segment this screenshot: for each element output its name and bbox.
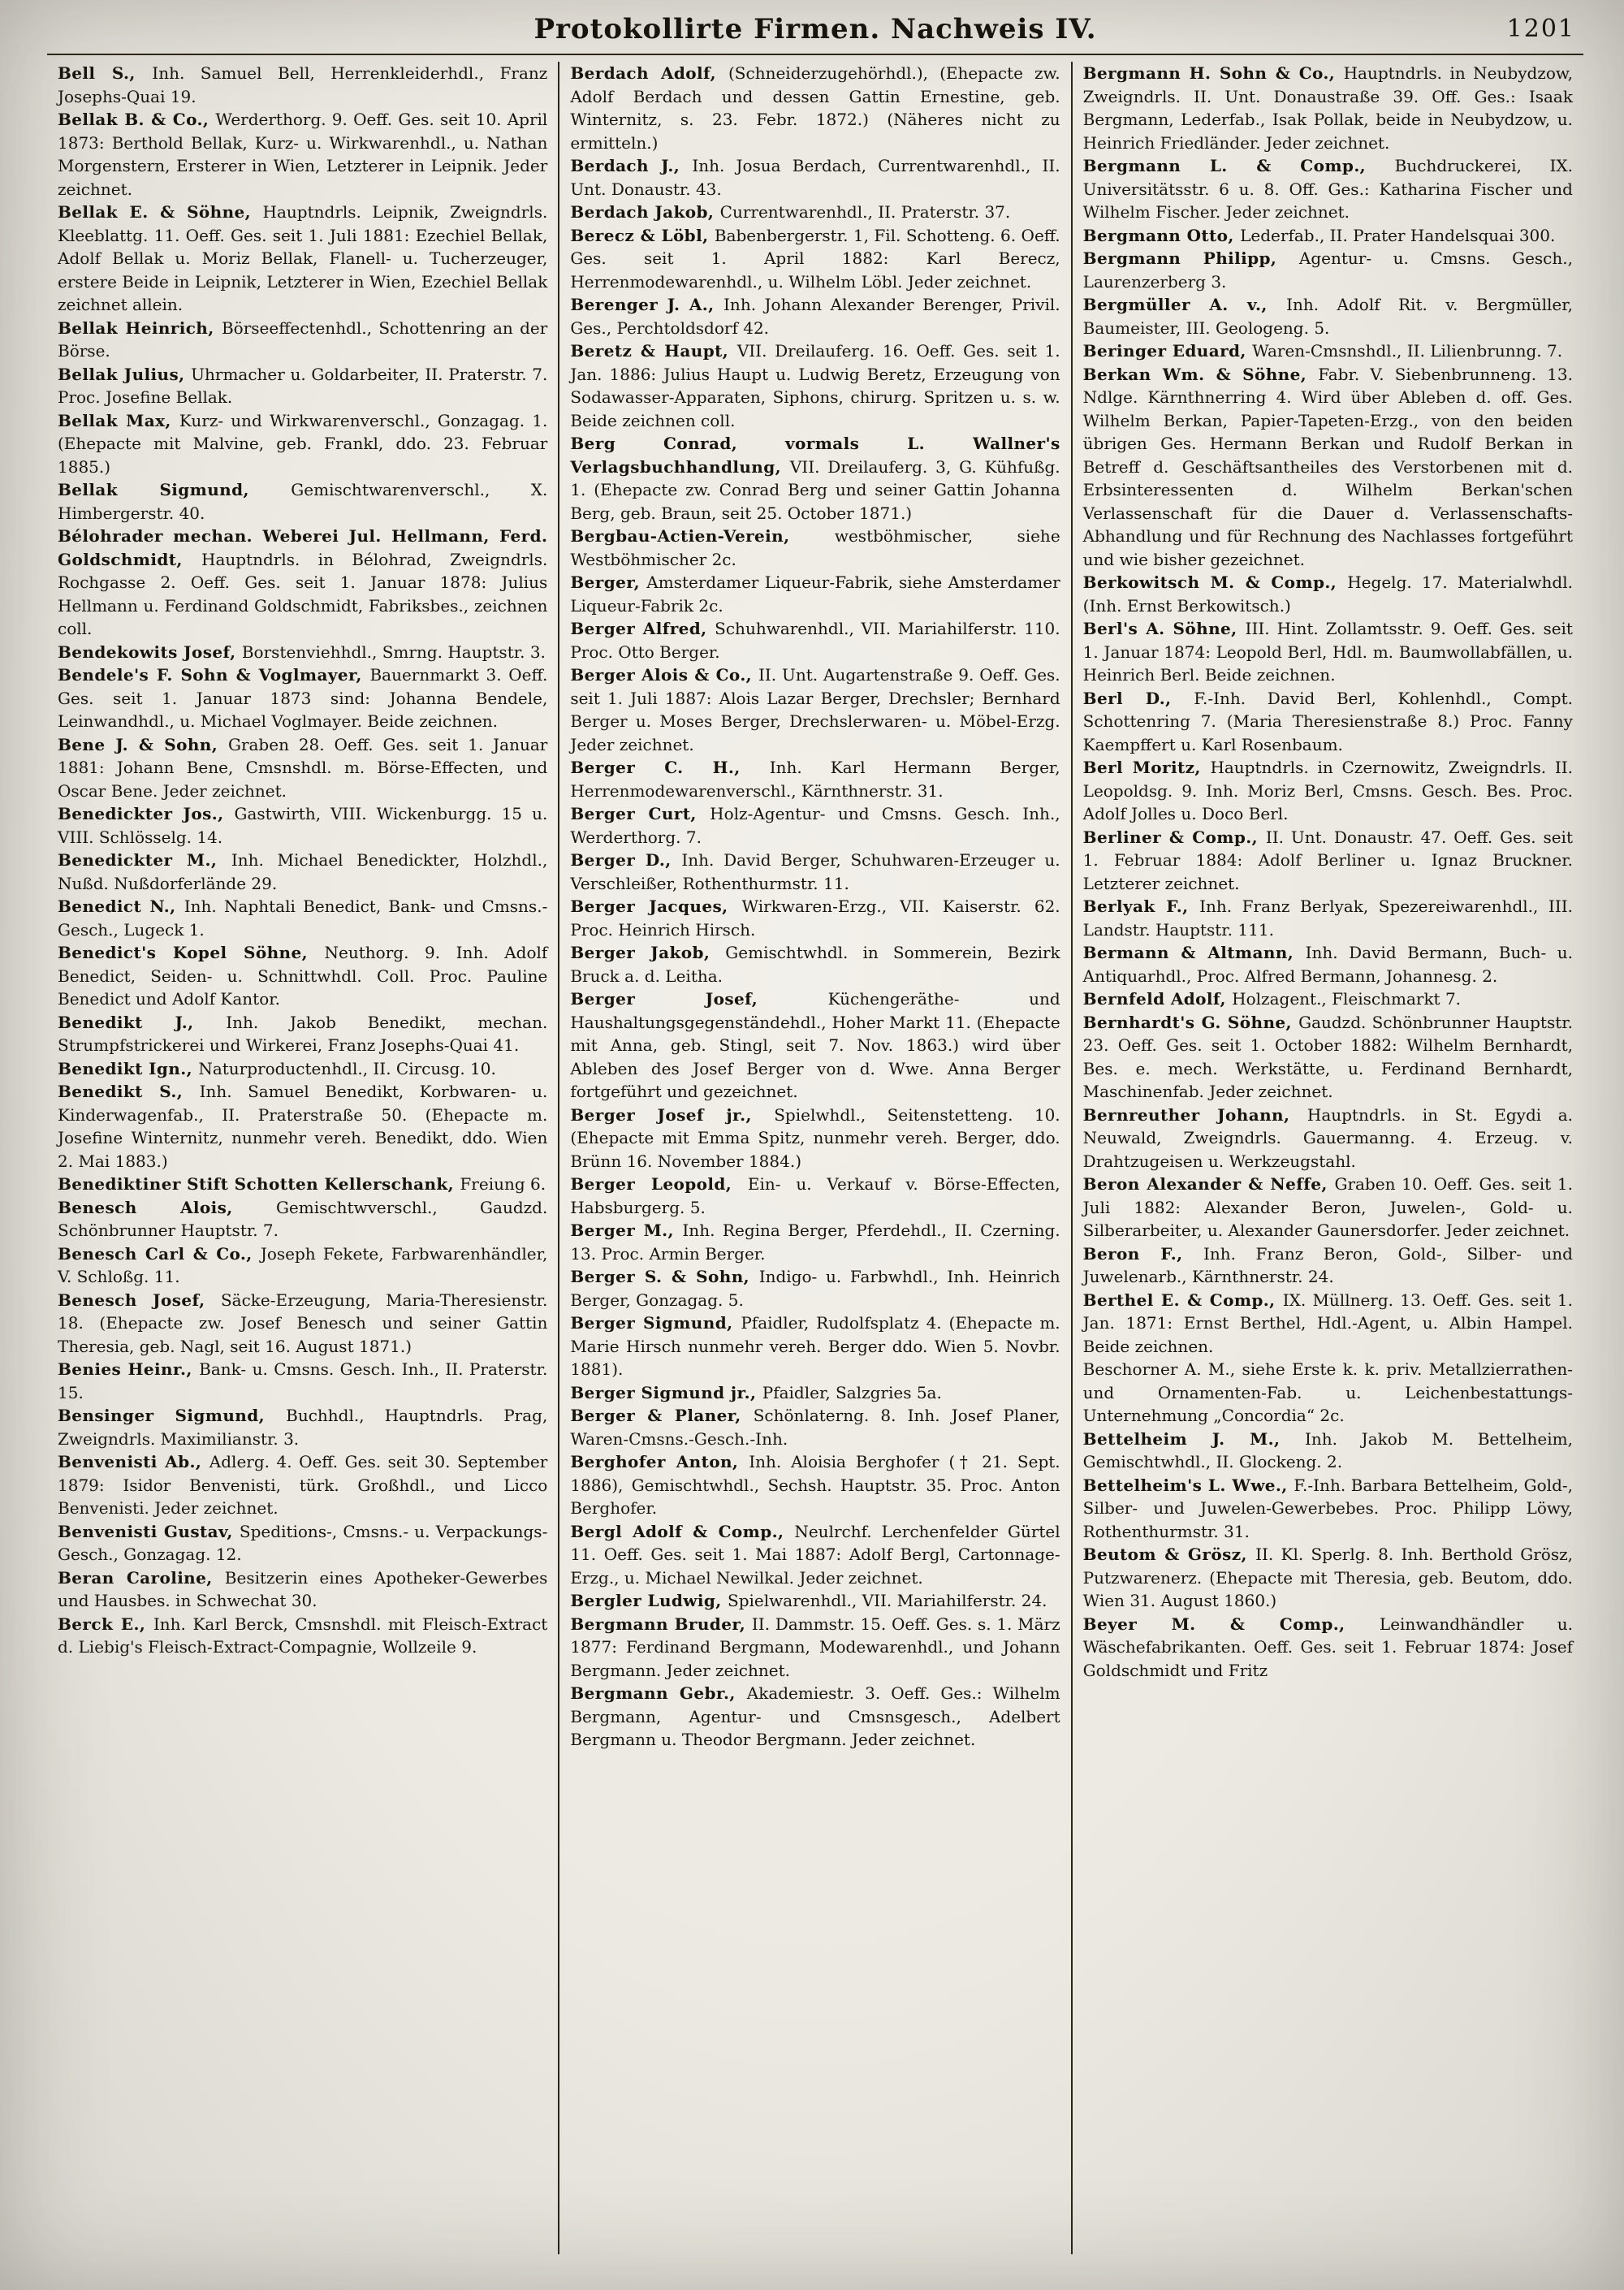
firm-name: Bettelheim's L. Wwe., [1082,1475,1294,1495]
page-number: 1201 [1506,15,1575,43]
firm-name: Bergl Adolf & Comp., [570,1521,795,1541]
directory-entry [1083,1613,1573,1683]
entry-text: Säcke-Erzeugung, Maria-Theresienstr. 18. (Ehepacte zw. Josef Benesch und seiner Gattin Theresia, geb. Nagl, seit 16. August 1871.) [58,1290,548,1356]
directory-entry [1083,339,1573,363]
entry-text: Amsterdamer Liqueur-Fabrik, siehe Amsterdamer Liqueur-Fabrik 2c. [570,572,1060,616]
directory-entry [1083,687,1573,757]
directory-entry [58,201,547,317]
directory-entry [1083,1011,1573,1104]
entry-text: Joseph Fekete, Farbwarenhändler, V. Schloßg. 11. [58,1243,548,1286]
entry-text: IX. Müllnerg. 13. Oeff. Ges. seit 1. Jan. 1871: Ernst Berthel, Hdl.-Agent, u. Albin Hampel. Beide zeichnen. [1082,1290,1573,1356]
directory-entry [58,478,547,525]
firm-name: Bergmüller A. v., [1082,295,1287,314]
entry-text: Bank- u. Cmsns. Gesch. Inh., II. Praterstr. 15. [58,1359,548,1402]
entry-text: Gemischtwverschl., Gaudzd. Schönbrunner Hauptstr. 7. [58,1197,548,1240]
directory-entry [1083,1543,1573,1613]
entry-text: Indigo- u. Farbwhdl., Inh. Heinrich Berger, Gonzagag. 5. [570,1267,1060,1310]
firm-name: Bergmann Otto, [1082,225,1241,245]
entry-text: II. Dammstr. 15. Oeff. Ges. s. 1. März 1877: Ferdinand Bergmann, Modewarenhdl., und Johann Bergmann. Jeder zeichnet. [570,1614,1060,1680]
column-2 [558,62,1070,2254]
firm-name: Benesch Josef, [58,1290,221,1310]
directory-entry [1083,1242,1573,1289]
firm-name: Berger & Planer, [570,1406,754,1425]
directory-entry [570,293,1060,339]
firm-name: Berger M., [570,1221,683,1240]
firm-name: Bélohrader mechan. Weberei Jul. Hellmann, Ferd. Goldschmidt, [58,526,548,569]
firm-name: Bergmann Philipp, [1082,248,1299,268]
directory-entry [570,802,1060,849]
firm-name: Bendekowits Josef, [58,642,242,662]
entry-text: Hauptndrls. Leipnik, Zweigndrls. Kleeblattg. 11. Oeff. Ges. seit 1. Juli 1881: Ezechiel Bellak, Adolf Bellak u. Moriz Bellak, Flanell- u. Tucherzeuger, erstere Beide in Leipnik, Letzterer in Wien, Ezechiel Bellak zeichnet allein. [58,202,548,314]
firm-name: Benedikt S., [58,1082,200,1101]
entry-text: Gastwirth, VIII. Wickenburgg. 15 u. VIII. Schlösselg. 14. [58,804,548,847]
firm-name: Berenger J. A., [570,295,724,314]
directory-entry [570,62,1060,154]
firm-name: Berger Sigmund jr., [570,1382,762,1402]
entry-text: Besitzerin eines Apotheker-Gewerbes und Hausbes. in Schwechat 30. [58,1567,548,1610]
entry-text: Buchhdl., Hauptndrls. Prag, Zweigndrls. Maximilianstr. 3. [58,1406,548,1449]
entry-text: Freiung 6. [460,1174,546,1194]
entry-text: Speditions-, Cmsns.- u. Verpackungs-Gesch., Gonzagag. 12. [58,1521,548,1564]
directory-entry [58,1173,547,1196]
entry-text: Lederfab., II. Prater Handelsquai 300. [1240,225,1556,245]
entry-text: Werderthorg. 9. Oeff. Ges. seit 10. April 1873: Berthold Bellak, Kurz- u. Wirkwarenhdl., u. Nathan Morgenstern, Ersterer in Wien, Letzterer in Leipnik. Jeder zeichnet. [58,110,548,199]
firm-name: Berger, [570,572,647,592]
firm-name: Berdach Adolf, [570,63,728,83]
column-1 [47,62,558,2254]
entry-text: II. Unt. Donaustr. 47. Oeff. Ges. seit 1. Februar 1884: Adolf Berliner u. Ignaz Bruckner. Letzterer zeichnet. [1082,827,1573,893]
entry-text: Gemischtwhdl. in Sommerein, Bezirk Bruck a. d. Leitha. [570,943,1060,986]
entry-text: Akademiestr. 3. Oeff. Ges.: Wilhelm Bergmann, Agentur- und Cmsnsgesch., Adelbert Bergmann u. Theodor Bergmann. Jeder zeichnet. [570,1683,1060,1749]
entry-text: Inh. Regina Berger, Pferdehdl., II. Czerning. 13. Proc. Armin Berger. [570,1221,1060,1264]
directory-entry [58,108,547,201]
directory-entry [1083,571,1573,617]
directory-entry [1083,941,1573,987]
entry-text: Inh. Adolf Rit. v. Bergmüller, Baumeister, III. Geologeng. 5. [1082,295,1573,338]
entry-text: Adlerg. 4. Oeff. Ges. seit 30. September 1879: Isidor Benvenisti, türk. Großhdl., und Licco Benvenisti. Jeder zeichnet. [58,1452,548,1518]
firm-name: Benedickter M., [58,850,231,870]
firm-name: Benediktiner Stift Schotten Kellerschank, [58,1174,460,1194]
entry-text: Kurz- und Wirkwarenverschl., Gonzagag. 1. (Ehepacte mit Malvine, geb. Frankl, ddo. 23. Februar 1885.) [58,410,548,477]
directory-entry [58,1011,547,1057]
entry-text: Borstenviehhdl., Smrng. Hauptstr. 3. [241,642,546,662]
firm-name: Benedikt Ign., [58,1058,199,1078]
directory-entry [570,1404,1060,1450]
directory-entry [570,339,1060,432]
firm-name: Benvenisti Ab., [58,1452,209,1471]
directory-entry [58,363,547,409]
entry-text: Neuthorg. 9. Inh. Adolf Benedict, Seiden- u. Schnittwhdl. Coll. Proc. Pauline Benedict und Adolf Kantor. [58,943,548,1009]
entry-text: Schuhwarenhdl., VII. Mariahilferstr. 110. Proc. Otto Berger. [570,619,1060,662]
firm-name: Bergler Ludwig, [570,1591,728,1610]
directory-entry [1083,756,1573,826]
firm-name: Berger Curt, [570,804,710,823]
directory-entry [570,663,1060,756]
entry-text: Gaudzd. Schönbrunner Hauptstr. 23. Oeff. Ges. seit 1. October 1882: Wilhelm Bernhardt, Bes. e. mech. Werkstätte, u. Ferdinand Bernhardt, Maschinenfab. Jeder zeichnet. [1082,1012,1573,1101]
entry-text: F.-Inh. Barbara Bettelheim, Gold-, Silber- und Juwelen-Gewerbebes. Proc. Philipp Löwy, Rothenthurmstr. 31. [1082,1475,1573,1541]
directory-entry [58,1057,547,1081]
firm-name: Berger Josef jr., [570,1104,775,1125]
firm-name: Bellak E. & Söhne, [58,202,263,222]
directory-entry [1083,154,1573,224]
directory-entry [570,154,1060,201]
directory-entry [570,1381,1060,1405]
directory-entry [570,895,1060,941]
directory-entry [58,1080,547,1173]
entry-text: Hauptndrls. in Czernowitz, Zweigndrls. II. Leopoldsg. 9. Inh. Moriz Berl, Cmsns. Gesch. Bes. Proc. Adolf Jolles u. Doco Berl. [1082,758,1573,823]
directory-entry [58,525,547,641]
directory-entry [58,941,547,1011]
firm-name: Benedickter Jos., [58,804,235,823]
firm-name: Benedikt J., [58,1012,227,1032]
firm-name: Beron F., [1082,1243,1204,1264]
entry-text: VII. Dreilauferg. 3, G. Kühfußg. 1. (Ehepacte zw. Conrad Berg und seiner Gattin Johanna Berg, geb. Braun, seit 25. October 1871.) [570,456,1060,523]
directory-entry [1083,1428,1573,1474]
entry-text: Spielwarenhdl., VII. Mariahilferstr. 24. [728,1591,1047,1610]
entry-text: Babenbergerstr. 1, Fil. Schotteng. 6. Oeff. Ges. seit 1. April 1882: Karl Berecz, Herrenmodewarenhdl., u. Wilhelm Löbl. Jeder zeichnet. [570,225,1060,292]
entry-text: Inh. Michael Benedickter, Holzhdl., Nußd. Nußdorferlände 29. [58,850,548,893]
entry-text: Graben 10. Oeff. Ges. seit 1. Juli 1882: Alexander Beron, Juwelen-, Gold- u. Silberarbeiter, u. Alexander Gaunersdorfer. Jeder zeichnet. [1082,1174,1573,1240]
firm-name: Bensinger Sigmund, [58,1406,287,1425]
firm-name: Berliner & Comp., [1082,827,1266,847]
firm-name: Bergmann L. & Comp., [1082,156,1395,175]
directory-entry [58,1566,547,1613]
directory-entry [570,987,1060,1104]
directory-entry [58,802,547,849]
firm-name: Bettelheim J. M., [1082,1428,1306,1449]
firm-name: Berger Alois & Co., [570,665,758,685]
entry-text: Pfaidler, Salzgries 5a. [762,1382,942,1402]
firm-name: Bergmann H. Sohn & Co., [1082,63,1344,83]
firm-name: Beschorner A. M., [1082,1359,1242,1379]
firm-name: Bene J. & Sohn, [58,734,228,754]
firm-name: Bermann & Altmann, [1082,943,1306,962]
firm-name: Beron Alexander & Neffe, [1082,1174,1335,1194]
page-title: Protokollirte Firmen. Nachweis IV. [533,13,1097,45]
firm-name: Bernhardt's G. Söhne, [1082,1012,1299,1032]
directory-entry [58,733,547,803]
firm-name: Bellak B. & Co., [58,110,216,129]
directory-entry [58,317,547,363]
entry-text: VII. Dreilauferg. 16. Oeff. Ges. seit 1. Jan. 1886: Julius Haupt u. Ludwig Beretz, Erzeugung von Sodawasser-Apparaten, Siphons, chirurg. Spritzen u. s. w. Beide zeichnen coll. [570,341,1060,430]
entry-text: II. Unt. Augartenstraße 9. Oeff. Ges. seit 1. Juli 1887: Alois Lazar Berger, Drechsler; Bernhard Berger u. Moses Berger, Drechslerwaren- u. Möbel-Erzg. Jeder zeichnet. [570,665,1060,754]
firm-name: Bendele's F. Sohn & Voglmayer, [58,665,370,685]
entry-text: Hauptndrls. in St. Egydi a. Neuwald, Zweigndrls. Gauermanng. 4. Erzeug. v. Drahtzugeisen u. Werkzeugstahl. [1082,1104,1573,1171]
directory-entry [570,849,1060,895]
entry-text: Küchengeräthe- und Haushaltungsgegenständehdl., Hoher Markt 11. (Ehepacte mit Anna, geb. Stingl, seit 7. Nov. 1863.) wird über Ableben des Josef Berger von d. Wwe. Anna Berger fortgeführt und gezeichnet. [570,989,1060,1101]
firm-name: Berger Jacques, [570,897,742,916]
directory-entry [1083,62,1573,154]
directory-entry [58,895,547,941]
entry-text: Schönlaterng. 8. Inh. Josef Planer, Waren-Cmsns.-Gesch.-Inh. [570,1406,1060,1449]
directory-entry [570,525,1060,571]
directory-entry [58,663,547,733]
directory-entry [570,224,1060,294]
entry-text: Buchdruckerei, IX. Universitätsstr. 6 u. 8. Off. Ges.: Katharina Fischer und Wilhelm Fischer. Jeder zeichnet. [1082,156,1573,222]
entry-text: Inh. Samuel Benedikt, Korbwaren- u. Kinderwagenfab., II. Praterstraße 50. (Ehepacte m. Josefine Winternitz, nunmehr vereh. Benedikt, ddo. Wien 2. Mai 1883.) [58,1082,548,1171]
firm-name: Bernreuther Johann, [1082,1104,1307,1125]
firm-name: Beran Caroline, [58,1567,225,1588]
directory-entry [1083,224,1573,248]
firm-name: Bellak Max, [58,410,179,430]
firm-name: Berger Leopold, [570,1174,748,1194]
directory-entry [58,409,547,479]
entry-text: Inh. Jakob M. Bettelheim, Gemischtwhdl., II. Glockeng. 2. [1082,1428,1573,1471]
entry-text: Inh. Karl Hermann Berger, Herrenmodewarenverschl., Kärnthnerstr. 31. [570,758,1060,801]
firm-name: Berger Josef, [570,989,828,1009]
firm-name: Berck E., [58,1614,153,1634]
firm-name: Berkan Wm. & Söhne, [1082,364,1319,384]
firm-name: Berdach Jakob, [570,202,720,222]
entry-text: Currentwarenhdl., II. Praterstr. 37. [719,202,1011,222]
entry-text: Naturproductenhdl., II. Circusg. 10. [198,1058,496,1078]
entry-text: Holzagent., Fleischmarkt 7. [1232,989,1462,1009]
firm-name: Bergmann Gebr., [570,1683,747,1703]
entry-text: Inh. Johann Alexander Berenger, Privil. Ges., Perchtoldsdorf 42. [570,295,1060,338]
directory-entry [570,1613,1060,1683]
firm-name: Beutom & Grösz, [1082,1545,1256,1564]
firm-name: Benvenisti Gustav, [58,1521,240,1541]
firm-name: Beretz & Haupt, [570,341,737,361]
directory-entry [1083,617,1573,687]
directory-entry [1083,826,1573,896]
directory-entry [1083,895,1573,941]
directory-entry [570,571,1060,617]
entry-text: Inh. David Bermann, Buch- u. Antiquarhdl., Proc. Alfred Bermann, Johannesg. 2. [1082,943,1573,986]
entry-text: Graben 28. Oeff. Ges. seit 1. Januar 1881: Johann Bene, Cmsnshdl. m. Börse-Effecten, und Oscar Bene. Jeder zeichnet. [58,734,548,801]
directory-entry [570,1520,1060,1590]
firm-name: Bell S., [58,63,153,83]
header-rule [47,54,1583,55]
firm-name: Berger D., [570,850,682,870]
column-3 [1071,62,1583,2254]
firm-name: Bergbau-Actien-Verein, [570,526,835,546]
entry-text: Leinwandhändler u. Wäschefabrikanten. Oeff. Ges. seit 1. Februar 1874: Josef Goldschmidt und Fritz [1082,1614,1573,1680]
directory-entry [1083,1474,1573,1544]
entry-text: Wirkwaren-Erzg., VII. Kaiserstr. 62. Proc. Heinrich Hirsch. [570,897,1060,940]
entry-text: Inh. David Berger, Schuhwaren-Erzeuger u. Verschleißer, Rothenthurmstr. 11. [570,850,1060,893]
entry-text: Holz-Agentur- und Cmsns. Gesch. Inh., Werderthorg. 7. [570,804,1060,847]
directory-entry [58,62,547,108]
firm-name: Berger S. & Sohn, [570,1267,759,1286]
entry-text: Bauernmarkt 3. Oeff. Ges. seit 1. Januar 1873 sind: Johanna Bendele, Leinwandhdl., u. Michael Voglmayer. Beide zeichnen. [58,665,548,731]
directory-entry [1083,987,1573,1011]
firm-name: Bergmann Bruder, [570,1614,752,1634]
firm-name: Berger Sigmund, [570,1313,741,1333]
directory-entry [570,617,1060,663]
firm-name: Bellak Sigmund, [58,480,292,499]
firm-name: Berl Moritz, [1082,758,1211,777]
directory-entry [570,201,1060,224]
firm-name: Berger C. H., [570,758,770,777]
directory-entry [570,1219,1060,1265]
entry-text: Uhrmacher u. Goldarbeiter, II. Praterstr. 7. Proc. Josefine Bellak. [58,364,548,407]
directory-entry [1083,363,1573,572]
firm-name: Berl's A. Söhne, [1082,619,1246,638]
entry-text: Hauptndrls. in Bélohrad, Zweigndrls. Rochgasse 2. Oeff. Ges. seit 1. Januar 1878: Julius Hellmann u. Ferdinand Goldschmidt, Fabriksbes., zeichnen coll. [58,549,548,638]
entry-text: (Schneiderzugehörhdl.), (Ehepacte zw. Adolf Berdach und dessen Gattin Ernestine, geb. Winternitz, s. 23. Febr. 1872.) (Näheres nicht zu ermitteln.) [570,63,1060,153]
entry-text: Neulrchf. Lerchenfelder Gürtel 11. Oeff. Ges. seit 1. Mai 1887: Adolf Bergl, Cartonnage-Erzg., u. Michael Newilkal. Jeder zeichnet. [570,1521,1060,1588]
directory-entry [1083,1173,1573,1242]
entry-text: Inh. Samuel Bell, Herrenkleiderhdl., Franz Josephs-Quai 19. [58,63,548,106]
directory-entry [58,1242,547,1289]
directory-entry [58,1289,547,1359]
entry-text: Fabr. V. Siebenbrunneng. 13. Ndlge. Kärnthnerring 4. Wird über Ableben d. off. Ges. Wilhelm Berkan, Papier-Tapeten-Erzg., von den beiden übrigen Ges. Hermann Berkan und Rudolf Berkan in Betreff d. Geschäftsantheiles des Verstorbenen mit d. Erbsinteressenten d. Wilhelm Berkan'schen Verlassenschaft für die Dauer d. Verlassenschafts-Abhandlung und für Rechnung des Nachlasses fortgeführt und wie bisher gezeichnet. [1082,364,1573,569]
directory-entry [570,1311,1060,1381]
entry-text: Gemischtwarenverschl., X. Himbergerstr. 40. [58,480,548,523]
directory-entry [1083,1289,1573,1359]
entry-text: Spielwhdl., Seitenstetteng. 10. (Ehepacte mit Emma Spitz, nunmehr vereh. Berger, ddo. Brünn 16. November 1884.) [570,1104,1060,1171]
entry-text: Inh. Franz Berlyak, Spezereiwarenhdl., III. Landstr. Hauptstr. 111. [1082,897,1573,940]
directory-entry [570,432,1060,525]
entry-text: Inh. Jakob Benedikt, mechan. Strumpfstrickerei und Wirkerei, Franz Josephs-Quai 41. [58,1012,548,1055]
entry-text: III. Hint. Zollamtsstr. 9. Oeff. Ges. seit 1. Januar 1874: Leopold Berl, Hdl. m. Baumwollabfällen, u. Heinrich Berl. Beide zeichnen. [1082,619,1573,685]
entry-text: Börseeffectenhdl., Schottenring an der Börse. [58,318,548,361]
directory-entry [58,1520,547,1566]
firm-name: Berthel E. & Comp., [1082,1290,1283,1310]
directory-entry [570,756,1060,802]
entry-text: Waren-Cmsnshdl., II. Lilienbrunng. 7. [1252,341,1563,361]
directory-entry [570,1589,1060,1613]
firm-name: Berger Jakob, [570,943,726,962]
directory-entry [58,1196,547,1242]
entry-text: Ein- u. Verkauf v. Börse-Effecten, Habsburgerg. 5. [570,1174,1060,1217]
entry-text: Inh. Franz Beron, Gold-, Silber- und Juwelenarb., Kärnthnerstr. 24. [1082,1243,1573,1286]
firm-name: Berghofer Anton, [570,1452,749,1471]
directory-entry [58,849,547,895]
directory-entry [58,1450,547,1520]
firm-name: Bellak Julius, [58,364,192,384]
firm-name: Berger Alfred, [570,619,715,638]
entry-text: Pfaidler, Rudolfsplatz 4. (Ehepacte m. Marie Hirsch nunmehr vereh. Berger ddo. Wien 5. Novbr. 1881). [570,1313,1060,1379]
directory-entry [570,941,1060,987]
firm-name: Berdach J., [570,156,693,175]
firm-name: Berecz & Löbl, [570,225,715,245]
entry-text: F.-Inh. David Berl, Kohlenhdl., Compt. Schottenring 7. (Maria Theresienstraße 8.) Proc. Fanny Kaempffert u. Karl Rosenbaum. [1082,688,1573,754]
firm-name: Bellak Heinrich, [58,318,222,338]
firm-name: Bernfeld Adolf, [1082,989,1233,1009]
directory-entry [570,1104,1060,1173]
entry-text: Hauptndrls. in Neubydzow, Zweigndrls. II. Unt. Donaustraße 39. Off. Ges.: Isaak Bergmann, Lederfab., Isak Pollak, beide in Neubydzow, u. Heinrich Friedländer. Jeder zeichnet. [1082,63,1573,153]
firm-name: Benesch Alois, [58,1197,276,1217]
directory-entry [58,1613,547,1659]
entry-text: siehe Erste k. k. priv. Metallzierrathen- und Ornamenten-Fab. u. Leichenbestattungs-Unternehmung „Concordia“ 2c. [1082,1359,1573,1425]
firm-name: Berkowitsch M. & Comp., [1082,572,1348,592]
entry-text: Inh. Karl Berck, Cmsnshdl. mit Fleisch-Extract d. Liebig's Fleisch-Extract-Compagnie, Wollzeile 9. [58,1614,548,1657]
firm-name: Beringer Eduard, [1082,341,1253,361]
firm-name: Berg Conrad, vormals L. Wallner's Verlagsbuchhandlung, [570,434,1060,477]
directory-entry [58,1358,547,1404]
entry-text: Inh. Aloisia Berghofer († 21. Sept. 1886), Gemischtwhdl., Sechsh. Hauptstr. 35. Proc. Anton Berghofer. [570,1452,1060,1518]
page-header [47,13,1583,50]
directory-entry [58,1404,547,1450]
entry-text: Agentur- u. Cmsns. Gesch., Laurenzerberg 3. [1082,248,1573,292]
firm-name: Benesch Carl & Co., [58,1243,261,1264]
directory-entry [570,1682,1060,1752]
firm-name: Berlyak F., [1082,897,1200,916]
directory-columns [47,62,1583,2254]
directory-entry [570,1265,1060,1311]
directory-entry [58,641,547,664]
firm-name: Benedict N., [58,897,184,916]
directory-entry [1083,293,1573,339]
entry-text: Hegelg. 17. Materialwhdl. (Inh. Ernst Berkowitsch.) [1082,572,1573,616]
directory-entry [1083,1104,1573,1173]
directory-entry [1083,1358,1573,1428]
firm-name: Beyer M. & Comp., [1082,1614,1380,1634]
entry-text: Inh. Josua Berdach, Currentwarenhdl., II. Unt. Donaustr. 43. [570,156,1060,199]
directory-entry [570,1173,1060,1219]
directory-entry [570,1450,1060,1520]
entry-text: Inh. Naphtali Benedict, Bank- und Cmsns.-Gesch., Lugeck 1. [58,897,548,940]
firm-name: Berl D., [1082,688,1194,708]
firm-name: Benies Heinr., [58,1359,200,1379]
directory-entry [1083,247,1573,293]
entry-text: II. Kl. Sperlg. 8. Inh. Berthold Grösz, Putzwarenerz. (Ehepacte mit Theresia, geb. Beutom, ddo. Wien 31. August 1860.) [1082,1545,1573,1610]
entry-text: westböhmischer, siehe Westböhmischer 2c. [570,526,1060,569]
firm-name: Benedict's Kopel Söhne, [58,943,325,962]
